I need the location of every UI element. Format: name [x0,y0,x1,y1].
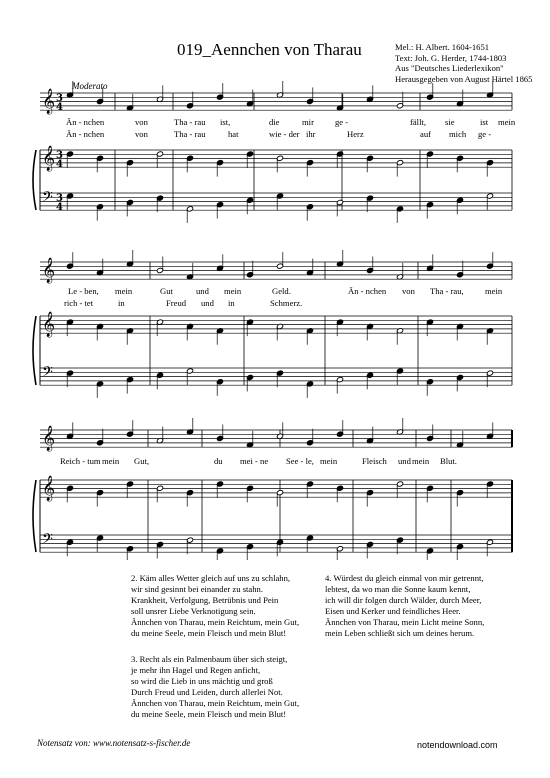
treble-clef-icon: 𝄞 [42,146,56,171]
lyric-syllable: mei - ne [240,456,269,466]
bass-clef-icon: 𝄢 [42,531,53,551]
time-signature-denominator: 4 [56,202,63,213]
lyric-syllable: von [402,286,415,296]
lyric-syllable: mein [320,456,338,466]
time-signature-denominator: 4 [56,102,63,113]
lyric-syllable: mein [224,286,242,296]
lyric-syllable: die [269,117,280,127]
lyric-syllable: und [196,286,209,296]
verse-4: 4. Würdest du gleich einmal von mir getrennt, lebtest, da wo man die Sonne kaum kennt, ich will dir folgen durch Wälder, durch Meer, Eisen und Kerker und feindliches Heer. Ännchen von Tharau, mein Licht meine Sonn, mein Leben schließt sich um deines herum. [325,573,485,639]
song-credits: Mel.: H. Albert. 1604-1651 Text: Joh. G. Herder, 1744-1803 Aus "Deutsches Liederlexikon" Herausgegeben von August Härtel 1865 [395,42,533,84]
lyric-syllable: Tha - rau, [430,286,464,296]
lyric-syllable: Än - nchen [348,286,387,296]
lyric-syllable: Än - nchen [66,117,105,127]
lyric-syllable: mein [102,456,120,466]
time-signature-denominator: 4 [56,159,63,170]
treble-clef-icon: 𝄞 [42,258,56,283]
time-signature-numerator: 3 [56,150,63,161]
lyric-syllable: in [118,298,125,308]
tempo-marking: Moderato [72,81,108,91]
lyric-syllable: Gut [160,286,173,296]
lyric-syllable: Reich - tum [60,456,101,466]
lyric-syllable: rich - tet [64,298,94,308]
time-signature-numerator: 3 [56,193,63,204]
lyric-syllable: Tha - rau [174,117,206,127]
lyric-syllable: Schmerz. [270,298,303,308]
lyric-syllable: und [398,456,411,466]
treble-clef-icon: 𝄞 [42,426,56,451]
lyric-syllable: Fleisch [362,456,387,466]
lyric-syllable: Än - nchen [66,129,105,139]
piano-brace [33,150,36,210]
lyric-syllable: mir [302,117,314,127]
lyric-syllable: auf [420,129,431,139]
lyric-syllable: in [228,298,235,308]
lyric-syllable: ist [480,117,489,127]
lyric-syllable: mein [412,456,430,466]
bass-clef-icon: 𝄢 [42,189,53,209]
bass-clef-icon: 𝄢 [42,364,53,384]
treble-clef-icon: 𝄞 [42,312,56,337]
lyric-syllable: mich [449,129,467,139]
lyric-syllable: Freud [166,298,187,308]
lyric-syllable: Herz [347,129,364,139]
lyric-syllable: Gut, [134,456,150,466]
lyric-syllable: Blut. [440,456,457,466]
lyric-syllable: Tha - rau [174,129,206,139]
piano-brace [33,316,36,385]
lyric-syllable: Le - ben, [68,286,99,296]
piano-brace [33,480,36,552]
lyric-syllable: ist, [220,117,231,127]
treble-clef-icon: 𝄞 [42,89,56,114]
verse-2: 2. Käm alles Wetter gleich auf uns zu schlahn, wir sind gesinnt bei einander zu stahn. Krankheit, Verfolgung, Betrübnis und Pein soll unsrer Liebe Verknotigung sein. Ännchen von Tharau, mein Reichtum, mein Gut, du meine Seele, mein Fleisch und mein Blut! [131,573,300,639]
song-title: 019_Aennchen von Tharau [177,40,362,59]
treble-clef-icon: 𝄞 [42,476,56,501]
lyric-syllable: Geld. [272,286,291,296]
typesetter-credit: Notensatz von: www.notensatz-s-fischer.de [37,738,191,748]
lyric-syllable: mein [115,286,133,296]
lyric-syllable: See - le, [286,456,314,466]
lyric-syllable: mein [485,286,503,296]
time-signature-numerator: 3 [56,93,63,104]
lyric-syllable: fällt, [410,117,426,127]
lyric-syllable: ge - [478,129,492,139]
lyric-syllable: hat [228,129,239,139]
verse-3: 3. Recht als ein Palmenbaum über sich steigt, je mehr ihn Hagel und Regen anficht, so wird die Lieb in uns mächtig und groß Durch Freud und Leiden, durch allerlei Not. Ännchen von Tharau, mein Reichtum, mein Gut, du meine Seele, mein Fleisch und mein Blut! [131,654,300,720]
lyric-syllable: du [214,456,223,466]
lyric-syllable: mein [498,117,516,127]
lyric-syllable: ihr [306,129,316,139]
lyric-syllable: wie - der [269,129,300,139]
lyric-syllable: sie [445,117,455,127]
lyric-syllable: von [135,129,148,139]
site-name: notendownload.com [417,740,498,750]
lyric-syllable: ge - [335,117,349,127]
lyric-syllable: und [201,298,214,308]
lyric-syllable: von [135,117,148,127]
